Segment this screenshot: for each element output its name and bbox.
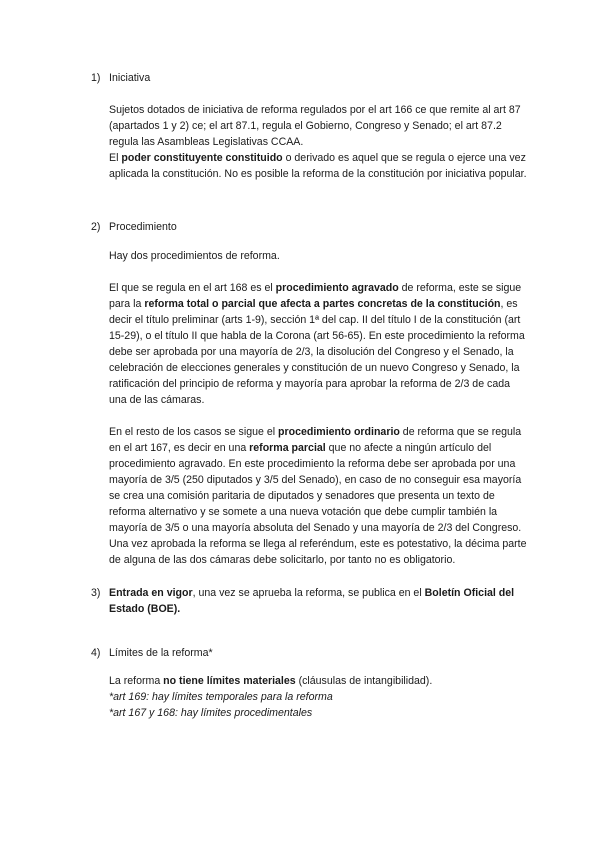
paragraph (109, 280, 529, 408)
section-2-heading (91, 219, 177, 235)
text-run: de reforma que se regula en el art 167, es decir en una (109, 426, 522, 454)
section-1-body (109, 102, 529, 182)
text-run: o derivado es aquel que se regula o ejerce una vez aplicada la constitución. No es posible la reforma de la constitución por iniciativa popular. (109, 152, 527, 180)
section-title: Procedimiento (109, 221, 177, 233)
bold-term: procedimiento agravado (275, 282, 399, 294)
section-2-body (109, 248, 529, 568)
section-4-body (109, 673, 529, 721)
bold-term: reforma parcial (249, 442, 326, 454)
paragraph: Hay dos procedimientos de reforma. (109, 250, 280, 262)
bold-term: Boletín Oficial del Estado (BOE). (109, 587, 515, 615)
text-run: En el resto de los casos se sigue el (109, 426, 279, 438)
section-number: 1) (91, 72, 101, 84)
section-number: 4) (91, 647, 101, 659)
text-run: El que se regula en el art 168 es el (109, 282, 276, 294)
text-run: , es decir el título preliminar (arts 1-9), sección 1ª del cap. II del título I de la constitución (art 15-29), o el título II que habla de la Corona (art 56-65). En este procedimiento la reforma debe ser aprobada por una mayoría de 2/3, la disolución del Congreso y el Senado, la celebración de elecciones generales y constitución de un nuevo Congreso y Senado, la ratificación del principio de reforma y mayoría para aprobar la reforma de 2/3 de cada una de las cámaras. (109, 298, 525, 406)
section-number: 3) (91, 587, 101, 599)
section-title: Límites de la reforma* (109, 647, 213, 659)
text-run: , una vez se aprueba la reforma, se publica en el (192, 587, 425, 599)
bold-term: reforma total o parcial que afecta a partes concretas de la constitución (144, 298, 501, 310)
section-title: Iniciativa (109, 72, 151, 84)
footnote: *art 167 y 168: hay límites procedimentales (109, 707, 313, 719)
paragraph (109, 150, 529, 182)
text-run: de reforma, este se sigue para la (109, 282, 522, 310)
paragraph: Sujetos dotados de iniciativa de reforma regulados por el art 166 ce que remite al art 87 (apartados 1 y 2) ce; el art 87.1, regula el Gobierno, Congreso y Senado; el art 87.2 regula las Asambleas Legislativas CCAA. (109, 104, 521, 148)
footnote: *art 169: hay límites temporales para la reforma (109, 691, 333, 703)
text-run: El (109, 152, 122, 164)
section-3 (91, 585, 531, 617)
text-run: La reforma (109, 675, 164, 687)
text-run: (cláusulas de intangibilidad). (295, 675, 433, 687)
section-text (109, 585, 531, 617)
bold-term: Entrada en vigor (109, 587, 193, 599)
paragraph (109, 424, 529, 568)
section-number: 2) (91, 221, 101, 233)
section-1-heading (91, 70, 150, 86)
paragraph (109, 673, 529, 689)
section-4-heading (91, 645, 213, 661)
bold-term: poder constituyente constituido (121, 152, 283, 164)
bold-term: no tiene límites materiales (163, 675, 296, 687)
bold-term: procedimiento ordinario (278, 426, 400, 438)
text-run: que no afecte a ningún artículo del procedimiento agravado. En este procedimiento la reforma debe ser aprobada por una mayoría de 3/5 (250 diputados y 3/5 del Senado), en caso de no conseguir esa mayoría se crea una comisión paritaria de diputados y senadores que presenta un texto de reforma alternativo y se somete a una nueva votación que debe cumplir también la mayoría de 3/5 o una mayoría absoluta del Senado y una mayoría de 2/3 del Congreso. Una vez aprobada la reforma se llega al referéndum, este es potestativo, la décima parte de alguna de las dos cámaras debe solicitarlo, por tanto no es obligatorio. (109, 442, 527, 566)
